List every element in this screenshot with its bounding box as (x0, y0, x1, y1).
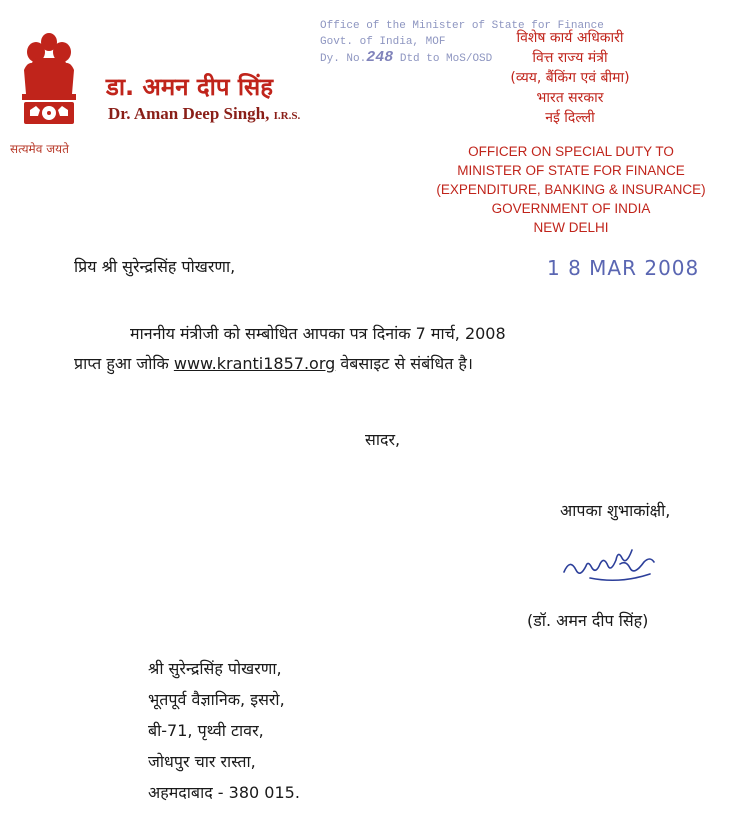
designation-hindi-line: भारत सरकार (536, 90, 604, 106)
national-emblem-icon (14, 30, 84, 140)
address-line: जोधपुर चार रास्ता, (148, 752, 256, 771)
officer-name-english (108, 104, 300, 124)
officer-name-english-text: Dr. Aman Deep Singh, (108, 104, 270, 123)
letter-salutation: प्रिय श्री सुरेन्द्रसिंह पोखरणा, (74, 257, 236, 276)
designation-hindi-line: विशेष कार्य अधिकारी (516, 30, 624, 46)
address-line: श्री सुरेन्द्रसिंह पोखरणा, (148, 659, 282, 678)
designation-hindi-line: वित्त राज्य मंत्री (532, 50, 608, 66)
recipient-address (148, 653, 300, 808)
letter-body-line-2 (74, 352, 473, 374)
officer-service-suffix: I.R.S. (273, 110, 301, 122)
website-link[interactable]: www.kranti1857.org (173, 354, 336, 373)
designation-english (396, 142, 746, 237)
address-line: अहमदाबाद - 380 015. (148, 783, 300, 802)
address-line: भूतपूर्व वैज्ञानिक, इसरो, (148, 690, 285, 709)
letter-sadar: सादर, (365, 430, 401, 449)
body-line-2-prefix: प्राप्त हुआ जोकि (74, 354, 169, 373)
signer-name: (डॉ. अमन दीप सिंह) (527, 611, 649, 630)
date-stamp: 1 8 MAR 2008 (547, 256, 700, 280)
designation-english-line: NEW DELHI (533, 220, 609, 235)
officer-name-hindi: डा. अमन दीप सिंह (106, 73, 274, 101)
body-line-2-suffix: वेबसाइट से संबंधित है। (340, 354, 473, 373)
designation-english-line: (EXPENDITURE, BANKING & INSURANCE) (436, 182, 706, 197)
emblem-motto: सत्यमेव जयते (10, 142, 69, 156)
designation-hindi (470, 28, 670, 128)
letter-body-line-1: माननीय मंत्रीजी को सम्बोधित आपका पत्र दिनांक 7 मार्च, 2008 (130, 324, 506, 343)
stamp-line-2: Govt. of India, MOF (320, 36, 446, 48)
stamp-dy-suffix: Dtd to MoS/OSD (399, 53, 493, 65)
designation-english-line: OFFICER ON SPECIAL DUTY TO (468, 144, 674, 159)
address-line: बी-71, पृथ्वी टावर, (148, 721, 264, 740)
designation-english-line: GOVERNMENT OF INDIA (491, 201, 651, 216)
stamp-dy-label: Dy. No. (320, 53, 367, 65)
letter-closing: आपका शुभाकांक्षी, (560, 501, 671, 520)
designation-hindi-line: (व्यय, बैंकिंग एवं बीमा) (510, 70, 630, 86)
handwritten-signature (560, 548, 670, 588)
designation-hindi-line: नई दिल्ली (545, 110, 595, 126)
stamp-dy-number: 248 (366, 49, 394, 66)
stamp-line-1: Office of the Minister of State for Finance (320, 20, 604, 32)
designation-english-line: MINISTER OF STATE FOR FINANCE (457, 163, 685, 178)
